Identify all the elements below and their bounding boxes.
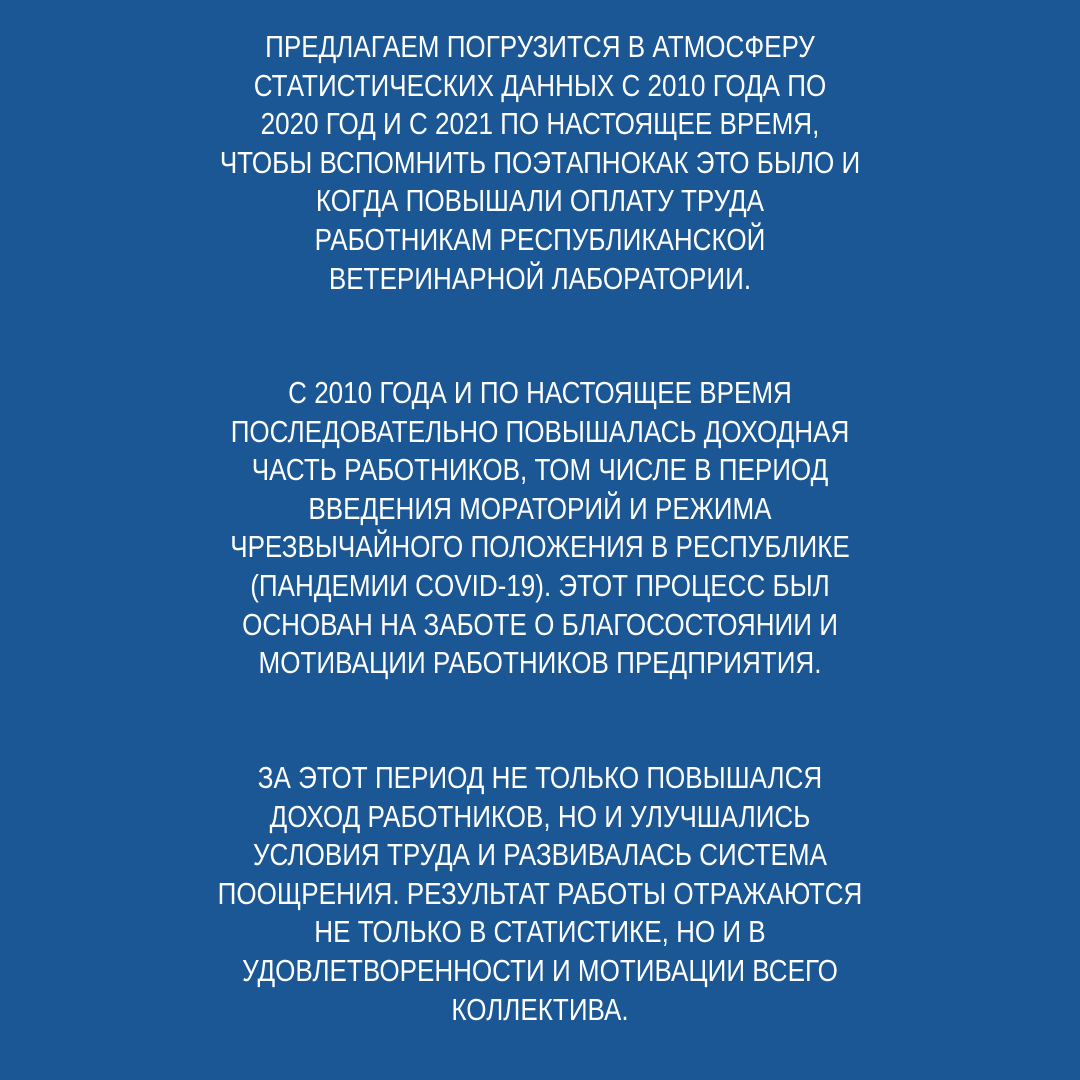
paragraph-line: ЧТОБЫ ВСПОМНИТЬ ПОЭТАПНОКАК ЭТО БЫЛО И <box>219 144 861 180</box>
paragraph-line: ВВЕДЕНИЯ МОРАТОРИЙ И РЕЖИМА <box>308 490 772 526</box>
paragraph-line: ДОХОД РАБОТНИКОВ, НО И УЛУЧШАЛИСЬ <box>269 798 811 834</box>
paragraph-line: КОЛЛЕКТИВА. <box>451 991 629 1027</box>
paragraph-line: ЧРЕЗВЫЧАЙНОГО ПОЛОЖЕНИЯ В РЕСПУБЛИКЕ <box>230 529 850 565</box>
history-paragraph <box>86 374 993 683</box>
paragraph-line: ОСНОВАН НА ЗАБОТЕ О БЛАГОСОСТОЯНИИ И <box>242 606 838 642</box>
paragraph-line: НЕ ТОЛЬКО В СТАТИСТИКЕ, НО И В <box>314 914 766 950</box>
paragraph-line: 2020 ГОД И С 2021 ПО НАСТОЯЩЕЕ ВРЕМЯ, <box>260 106 820 142</box>
paragraph-line: КОГДА ПОВЫШАЛИ ОПЛАТУ ТРУДА <box>315 183 765 219</box>
paragraph-line: УСЛОВИЯ ТРУДА И РАЗВИВАЛАСЬ СИСТЕМА <box>252 837 827 873</box>
paragraph-line: (ПАНДЕМИИ COVID-19). ЭТОТ ПРОЦЕСС БЫЛ <box>250 567 830 603</box>
paragraph-line: ВЕТЕРИНАРНОЙ ЛАБОРАТОРИИ. <box>328 260 752 296</box>
paragraph-line: С 2010 ГОДА И ПО НАСТОЯЩЕЕ ВРЕМЯ <box>288 375 792 410</box>
paragraph-line: ЧАСТЬ РАБОТНИКОВ, ТОМ ЧИСЛЕ В ПЕРИОД <box>251 452 829 488</box>
paragraph-line: ЗА ЭТОТ ПЕРИОД НЕ ТОЛЬКО ПОВЫШАЛСЯ <box>257 760 823 795</box>
paragraph-line: РАБОТНИКАМ РЕСПУБЛИКАНСКОЙ <box>314 221 766 257</box>
paragraph-line: ПОСЛЕДОВАТЕЛЬНО ПОВЫШАЛАСЬ ДОХОДНАЯ <box>230 413 850 449</box>
results-paragraph <box>86 759 993 1029</box>
intro-paragraph <box>86 28 993 298</box>
paragraph-line: СТАТИСТИЧЕСКИХ ДАННЫХ С 2010 ГОДА ПО <box>253 67 827 103</box>
paragraph-line: ПРЕДЛАГАЕМ ПОГРУЗИТСЯ В АТМОСФЕРУ <box>265 29 815 64</box>
paragraph-line: МОТИВАЦИИ РАБОТНИКОВ ПРЕДПРИЯТИЯ. <box>258 645 822 681</box>
paragraph-line: ПООЩРЕНИЯ. РЕЗУЛЬТАТ РАБОТЫ ОТРАЖАЮТСЯ <box>217 875 863 911</box>
paragraph-line: УДОВЛЕТВОРЕННОСТИ И МОТИВАЦИИ ВСЕГО <box>242 952 838 988</box>
